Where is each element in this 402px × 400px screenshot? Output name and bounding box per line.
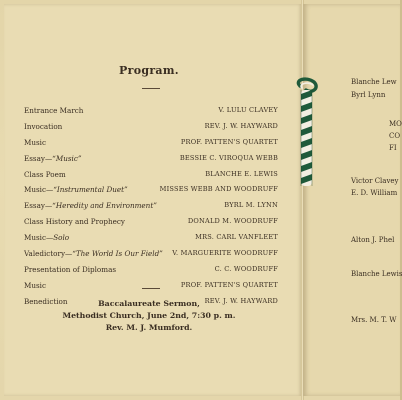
program-row — [24, 214, 278, 230]
program-row — [24, 198, 278, 214]
program-act: Class History and Prophecy — [24, 217, 125, 227]
facing-page-line: Blanche Lew — [351, 78, 397, 86]
program-performer: C. C. WOODRUFF — [214, 264, 278, 273]
program-row — [24, 262, 278, 278]
program-act: Essay— — [24, 201, 53, 211]
program-row — [24, 278, 278, 294]
facing-page-line: Blanche Lewis — [351, 270, 402, 278]
program-row — [24, 182, 278, 198]
program-act: Entrance March — [24, 106, 84, 115]
baccalaureate-notice — [0, 298, 298, 335]
program-performer: PROF. PATTEN'S QUARTET — [180, 280, 278, 289]
program-performer: REV. J. W. HAYWARD — [204, 121, 278, 130]
program-act: Essay— — [24, 153, 53, 163]
sermon-speaker: Rev. M. J. Mumford. — [105, 323, 193, 333]
sermon-heading: Baccalaureate Sermon, — [98, 299, 200, 308]
title-divider — [142, 88, 160, 89]
program-row — [24, 230, 278, 246]
program-act: Music — [24, 137, 47, 147]
program-act-title: “Instrumental Duet” — [53, 185, 128, 195]
program-performer: V. MARGUERITE WOODRUFF — [172, 249, 278, 258]
program-act: Music— — [24, 185, 54, 195]
facing-page-line: Victor Clavey — [351, 177, 399, 185]
program-act-title: “Heredity and Environment” — [52, 201, 157, 211]
program-row — [24, 119, 278, 135]
program-performer: BLANCHE E. LEWIS — [205, 169, 278, 178]
ribbon-cord — [292, 76, 322, 190]
program-row — [24, 246, 278, 262]
program-row — [24, 167, 278, 183]
program-list — [24, 103, 278, 310]
program-act-title: “Music” — [52, 153, 82, 163]
facing-page-line: Byrl Lynn — [351, 91, 386, 99]
program-row — [24, 103, 278, 119]
program-row — [24, 135, 278, 151]
program-performer: MRS. CARL VANFLEET — [195, 233, 278, 242]
program-performer: BYRL M. LYNN — [224, 201, 278, 210]
program-act-title: Solo — [53, 233, 70, 243]
program-act: Valedictory— — [24, 249, 73, 259]
facing-page-line: MO — [389, 120, 402, 128]
facing-page-line: FI — [389, 144, 397, 152]
program-performer: MISSES WEBB AND WOODRUFF — [159, 185, 278, 194]
program-performer: DONALD M. WOODRUFF — [187, 217, 278, 226]
program-performer: BESSIE C. VIROQUA WEBB — [179, 153, 278, 162]
program-act: Invocation — [24, 121, 63, 131]
program-act-title: “The World Is Our Field” — [72, 249, 163, 259]
program-act: Music— — [24, 233, 54, 243]
facing-page-line: Alton J. Phel — [351, 236, 395, 244]
sermon-location: Methodist Church, June 2nd, 7:30 p. m. — [62, 311, 236, 321]
sermon-divider — [142, 288, 160, 289]
facing-page-line: CO — [389, 132, 401, 140]
program-act: Music — [24, 280, 47, 290]
program-act: Class Poem — [24, 169, 66, 179]
program-act: Benediction — [24, 296, 68, 306]
program-performer: PROF. PATTEN'S QUARTET — [180, 137, 278, 146]
program-act: Presentation of Diplomas — [24, 264, 117, 274]
facing-page-line: E. D. William — [351, 189, 398, 197]
program-row — [24, 151, 278, 167]
program-title: Program. — [119, 64, 179, 77]
facing-page — [303, 4, 400, 396]
program-performer: V. LULU CLAVEY — [218, 106, 278, 114]
program-performer: REV. J. W. HAYWARD — [204, 296, 278, 305]
facing-page-line: Mrs. M. T. W — [351, 316, 397, 324]
